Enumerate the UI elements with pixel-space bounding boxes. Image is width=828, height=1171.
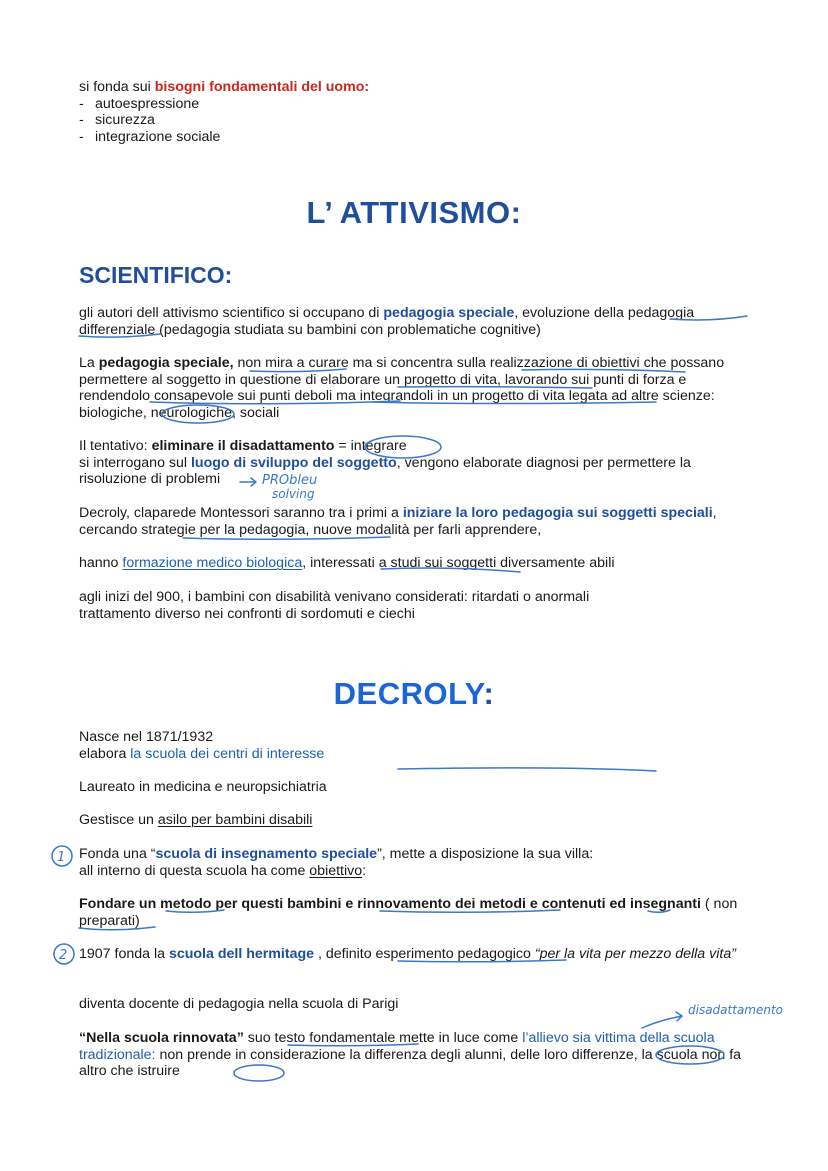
text: suo testo fondamentale mette in luce come [243,1030,523,1046]
handwritten-number-1: 1 [57,850,66,865]
bold-text: “Nella scuola rinnovata” [79,1030,244,1046]
text: La [79,355,99,371]
intro-text: si fonda sui [79,79,155,95]
paragraph-tentativo [79,438,749,488]
text: gli autori dell attivismo scientifico si occupano di [79,305,384,321]
highlight: pedagogia speciale [383,305,515,321]
text: ( non preparati) [79,896,738,929]
decroly-docente [79,996,749,1013]
bold-text: Fondare un metodo per questi bambini e rinnovamento dei metodi e contenuti ed insegnanti [79,896,701,912]
heading-scientifico: SCIENTIFICO: [79,262,233,288]
bold-text: eliminare il disadattamento [151,438,335,454]
text: non mira a curare ma si concentra sulla realizzazione di obiettivi che possano permettere al soggetto in questione di elaborare un progetto di vita, lavorando sui punti di forza e rendendolo consapevole sui punti deboli ma integrandoli in un progetto di vita legata ad altre scienze: biologiche, neurologiche, sociali [79,355,725,421]
heading-text: DECROLY [333,676,484,711]
decroly-scuola-speciale [79,846,749,879]
handwritten-solving: solving [272,487,315,501]
heading-decroly [0,676,828,712]
highlight: scuola dell hermitage [168,946,315,962]
highlight: luogo di sviluppo del soggetto [190,454,397,471]
intro-line [79,79,749,96]
highlight: iniziare la loro pedagogia sui soggetti speciali [402,505,713,521]
number-circle [52,846,72,866]
list-item: - integrazione sociale [79,129,749,146]
text: agli inizi del 900, i bambini con disabilità venivano considerati: ritardati o anormali [79,589,590,605]
handwritten-number-2: 2 [59,948,68,963]
text: Il tentativo: [79,438,152,454]
text: 1907 fonda la [79,946,169,962]
text: Nasce nel 1871/1932 [79,729,214,745]
intro-block [79,79,749,145]
handwritten-problem: PRObleu [262,473,318,488]
text: , vengono elaborate diagnosi per permettere la risoluzione di problemi [79,454,691,488]
underlined-text: obiettivo [309,862,363,879]
text: : [362,862,367,879]
list-item: - autoespressione [79,96,749,113]
highlight: scuola di insegnamento speciale [155,846,378,862]
number-circle [54,944,74,964]
decroly-birth [79,729,749,762]
paragraph-speciale-detail [79,355,749,421]
needs-list [79,96,749,146]
paragraph-pedagogia-speciale [79,305,749,338]
decroly-laurea [79,779,749,796]
text: hanno [79,555,123,571]
text: Gestisce un [79,812,158,828]
decroly-scuola-rinnovata [79,1030,749,1080]
highlight: l’allievo sia vittima della scuola tradizionale: [79,1030,715,1063]
text: all interno di questa scuola ha come [79,862,310,879]
heading-attivismo: L’ ATTIVISMO: [306,195,522,230]
text: si interrogano sul [79,454,191,471]
text: Fonda una “ [79,846,156,862]
text: trattamento diverso nei confronti di sordomuti e ciechi [79,605,415,622]
text: ”, mette a disposizione la sua villa: [377,846,594,862]
decroly-hermitage [79,946,749,963]
text: , evoluzione della pedagogia differenziale (pedagogia studiata su bambini con problematiche cognitive) [79,305,695,338]
paragraph-decroly-intro [79,505,749,538]
handwritten-disadattamento: disadattamento [688,1003,784,1017]
text: non prende in considerazione la differenza degli alunni, delle loro differenze, la scuola non fa altro che istruire [79,1046,742,1080]
quote: “per la vita per mezzo della vita” [534,946,736,962]
intro-highlight: bisogni fondamentali del uomo: [154,79,370,95]
decroly-obiettivo [79,896,749,929]
heading-colon: : [483,676,495,711]
paragraph-900 [79,589,749,622]
arrow-mark [642,1012,682,1028]
text: Laureato in medicina e neuropsichiatria [79,779,327,795]
list-item: - sicurezza [79,112,749,129]
highlight: la scuola dei centri di interesse [130,745,325,762]
text: , interessati a studi sui soggetti diversamente abili [302,555,615,571]
link-text: formazione medico biologica [122,555,303,571]
decroly-asilo [79,812,749,829]
text: , cercando strategie per la pedagogia, nuove modalità per farli apprendere, [79,505,717,538]
underline-mark [398,768,656,771]
text: diventa docente di pedagogia nella scuola di Parigi [79,996,399,1012]
text: elabora [79,745,131,762]
text: Decroly, claparede Montessori saranno tra i primi a [79,505,403,521]
text: = integrare [334,438,407,454]
underlined-text: asilo per bambini disabili [157,812,313,828]
bold-text: pedagogia speciale, [98,355,234,371]
text: , definito esperimento pedagogico [314,946,535,962]
paragraph-formazione [79,555,749,572]
